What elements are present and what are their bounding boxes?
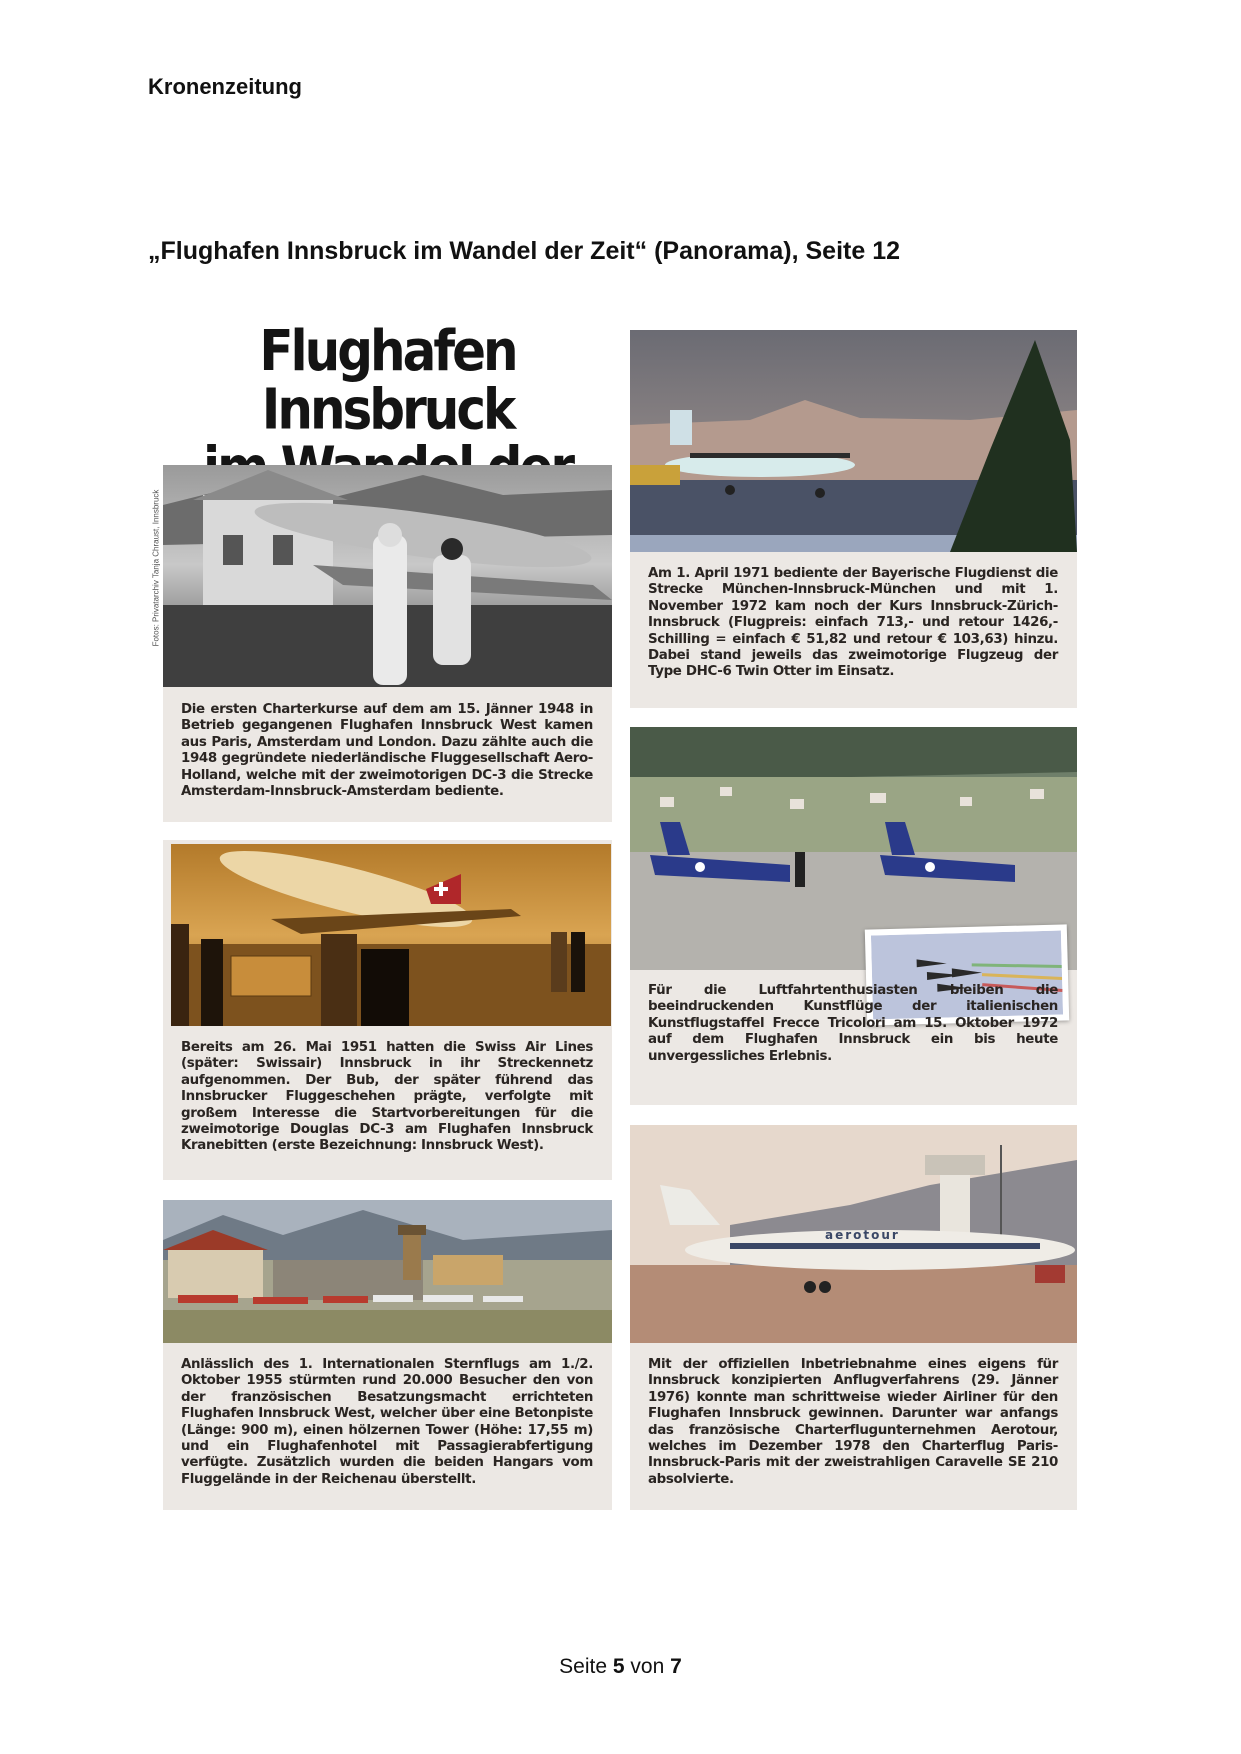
page-number — [0, 1655, 1241, 1679]
section-frecce-tricolori — [630, 727, 1077, 1105]
aerotour-livery-text: aerotour — [825, 1228, 900, 1242]
section-twin-otter — [630, 330, 1077, 708]
page-prefix: Seite — [559, 1655, 608, 1678]
photo-credit-text: Fotos: Privatarchiv Tanja Chraust, Innsbruck — [151, 489, 161, 646]
total-pages: 7 — [670, 1655, 682, 1678]
photo-twin-otter-image — [630, 330, 1077, 552]
current-page: 5 — [612, 1655, 625, 1678]
photo-sternflug — [163, 1200, 612, 1343]
headline-line-1: Flughafen Innsbruck — [259, 318, 516, 442]
caption-aero-holland: Die ersten Charterkurse auf dem am 15. Jänner 1948 in Betrieb gegangenen Flughafen Innsbruck West kamen aus Paris, Amsterdam und London. Dazu zählte auch die 1948 gegründete niederländische Fluggesellschaft Aero-Holland, welche mit der zweimotorigen DC-3 die Strecke Amsterdam-Innsbruck-Amsterdam bediente. — [181, 702, 593, 800]
caption-frecce-tricolori: Für die Luftfahrtenthusiasten bleiben die beeindruckenden Kunstflüge der italienischen Kunstflugstaffel Frecce Tricolori am 15. Oktober 1972 auf dem Flughafen Innsbruck ein bis heute unvergessliches Erlebnis. — [648, 983, 1058, 1064]
caption-sternflug-1955: Anlässlich des 1. Internationalen Sternflugs am 1./2. Oktober 1955 stürmten rund 20.000 Besucher den von der französischen Besatzungsmacht errichteten Flughafen Innsbruck West, welcher über eine Betonpiste (Länge: 900 m), einen hölzernen Tower (Höhe: 17,55 m) und ein Flughafenhotel mit Passagierabfertigung verfügte. Zusätzlich wurden die beiden Hangars vom Fluggelände in der Reichenau überstellt. — [181, 1357, 593, 1487]
photo-swiss-dc3-image — [171, 844, 611, 1026]
section-sternflug-1955 — [163, 1200, 612, 1510]
page-separator: von — [630, 1655, 665, 1678]
photo-aero-holland-dc3 — [163, 465, 612, 687]
caption-swiss-air-lines: Bereits am 26. Mai 1951 hatten die Swiss Air Lines (später: Swissair) Innsbruck in ihr Streckennetz aufgenommen. Der Bub, der später führend das Innsbrucker Fluggeschehen prägte, verfolgte mit großem Interesse die Startvorbereitungen für die zweimotorige Douglas DC-3 am Flughafen Innsbruck Kranebitten (erste Bezeichnung: Innsbruck West). — [181, 1040, 593, 1154]
photo-aerotour-image — [630, 1125, 1077, 1343]
photo-aero-holland-image — [163, 465, 612, 687]
photo-sternflug-image — [163, 1200, 612, 1343]
photo-swiss-dc3 — [171, 844, 611, 1026]
section-aero-holland — [163, 465, 612, 822]
section-aerotour-caravelle — [630, 1125, 1077, 1510]
newspaper-name: Kronenzeitung — [148, 74, 302, 99]
photo-credit — [148, 465, 164, 670]
caption-aerotour-caravelle: Mit der offiziellen Inbetriebnahme eines eigens für Innsbruck konzipierten Anflugverfahrens (29. Jänner 1976) konnte man schrittweise wieder Airliner für den Flughafen Innsbruck gewinnen. Darunter war anfangs das französische Charterflugunternehmen Aerotour, welches im Dezember 1978 den Charterflug Paris-Innsbruck-Paris mit der zweistrahligen Caravelle SE 210 absolvierte. — [648, 1357, 1058, 1487]
caption-twin-otter: Am 1. April 1971 bediente der Bayerische Flugdienst die Strecke München-Innsbruck-München und mit 1. November 1972 kam noch der Kurs Innsbruck-Zürich-Innsbruck (Flugpreis: einfach 713,- und retour 1426,- Schilling = einfach € 51,82 und retour € 103,63) hinzu. Dabei stand jeweils das zweimotorige Flugzeug der Type DHC-6 Twin Otter im Einsatz. — [648, 566, 1058, 680]
article-reference-title: „Flughafen Innsbruck im Wandel der Zeit“ (Panorama), Seite 12 — [148, 237, 901, 265]
photo-aerotour-caravelle — [630, 1125, 1077, 1343]
photo-twin-otter — [630, 330, 1077, 552]
section-swiss-air-lines — [163, 840, 612, 1180]
